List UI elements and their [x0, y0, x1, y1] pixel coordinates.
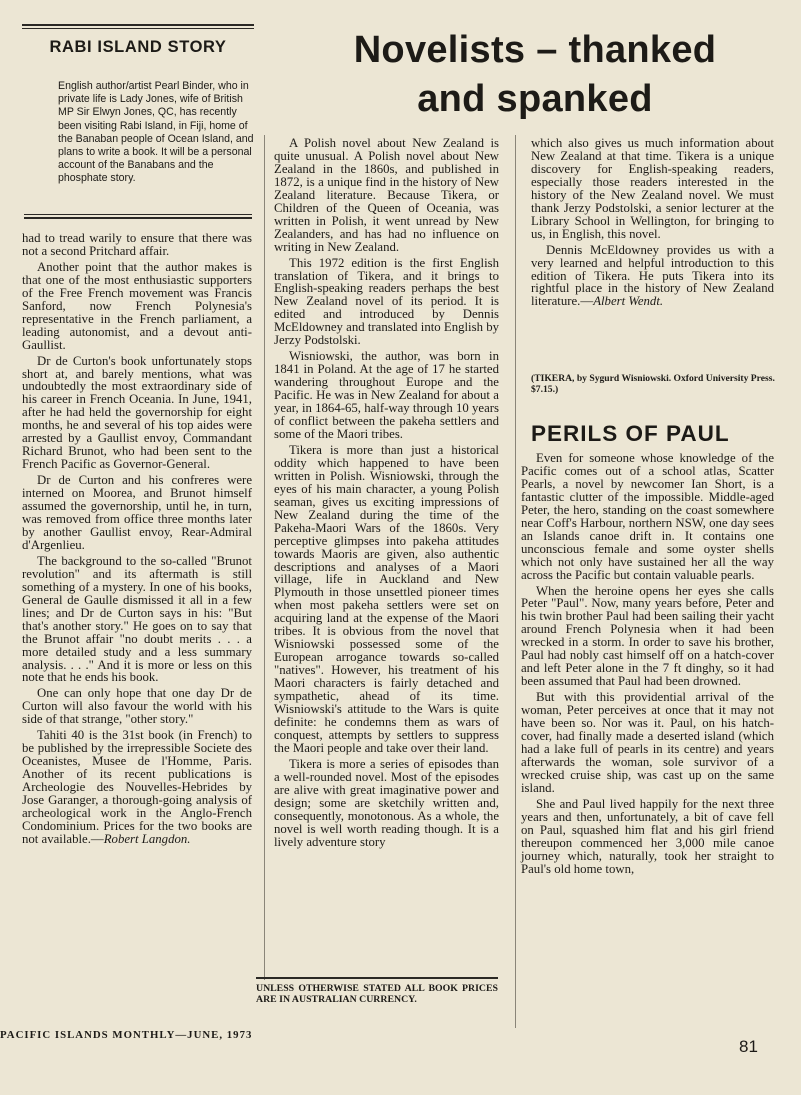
- review-paragraph: This 1972 edition is the first English translation of Tikera, and it brings to English-speaking readers perhaps the best New Zealand novel of its period. It is edited and introduced by Dennis McEldowney and translated into English by Jerzy Podstolski.: [274, 255, 499, 348]
- perils-article: [521, 452, 774, 876]
- review-paragraph: A Polish novel about New Zealand is quite unusual. A Polish novel about New Zealand in the 1860s, and published in 1872, is a unique find in the history of New Zealand literature. Because Tikera, or Children of the Queen of Oceania, was written in Polish, it went unread by New Zealanders, and has had no influence on writing in New Zealand.: [274, 136, 499, 254]
- author-byline: Robert Langdon.: [103, 831, 191, 846]
- right-column-review: [531, 137, 774, 308]
- box-bottom-rule-1: [24, 214, 252, 215]
- article-paragraph: The background to the so-called "Brunot revolution" and its aftermath is still something of a mystery. In one of his books, General de Gaulle dismissed it all in a few lines; and Dr de Curton says in his: "But that's another story." He goes on to say that the Brunot affair "no doubt merits . . . a more detailed study and a less summary analysis. . . ." And it is more or less on this note that he ends his book.: [22, 553, 252, 685]
- page-number: 81: [739, 1037, 758, 1056]
- article-paragraph: had to tread warily to ensure that there was not a second Pritchard affair.: [22, 231, 252, 258]
- review-paragraph-last: [531, 244, 774, 309]
- publication-footer: PACIFIC ISLANDS MONTHLY—JUNE, 1973: [0, 1029, 253, 1041]
- perils-paragraph: When the heroine opens her eyes she calls Peter "Paul". Now, many years before, Peter and his twin brother Paul had been sailing their yacht around French Polynesia when it had been wrecked in a storm. In order to save his brother, Paul had nobly cast himself off on a hatch-cover and left Peter alone in the 7 ft dinghy, so it had been assumed that Paul had been drowned.: [521, 583, 774, 689]
- currency-note-rule: [256, 977, 498, 979]
- review-paragraph: Wisniowski, the author, was born in 1841 in Poland. At the age of 17 he started wandering throughout Europe and the Pacific. He was in New Zealand for about a year, in 1864-65, half-way through 10 years of conflict between the pakeha settlers and some of the Maori tribes.: [274, 349, 499, 441]
- reviewer-byline: Albert Wendt.: [593, 294, 664, 309]
- article-paragraph: Dr de Curton's book unfortunately stops short at, and barely mentions, what was undoubtedly the most extraordinary side of his career in French Oceania. In June, 1941, after he had held the governorship for eight months, he and several of his top aides were arrested by a Gaullist envoy, Commandant Richard Brunot, who had been sent to the French Pacific as Governor-General.: [22, 353, 252, 472]
- book-source-note: (TIKERA, by Sygurd Wisniowski. Oxford University Press. $7.15.): [531, 373, 775, 395]
- column-divider-mid: [264, 135, 265, 980]
- headline-line-2: and spanked: [417, 78, 653, 120]
- article-paragraph-last: [22, 729, 252, 846]
- review-paragraph-text: Dennis McEldowney provides us with a very learned and helpful introduction to this edition of Tikera. He puts Tikera into its rightful place in the history of New Zealand literature.—: [531, 242, 774, 309]
- review-paragraph: Tikera is more a series of episodes than a well-rounded novel. Most of the episodes are alive with great imaginative power and design; some are sketchily written and, consequently, monotonous. As a whole, the novel is well worth reading though. It is a lively adventure story: [274, 756, 499, 849]
- perils-paragraph: But with this providential arrival of the woman, Peter perceives at once that it may not have been so. Nor was it. Paul, on his hatch-cover, had finally made a deserted island (which had a lake full of pearls in its centre) and years afterwards the woman, sole survivor of a wrecked cruise ship, was cast up on the same island.: [521, 690, 774, 795]
- headline-line-1: Novelists – thanked: [353, 29, 717, 71]
- perils-paragraph: She and Paul lived happily for the next three years and then, unfortunately, a bit of cave fell on Paul, squashed him flat and his girl friend thereupon commenced her 3,000 mile canoe journey which, naturally, took her straight to Paul's old home town,: [521, 796, 774, 876]
- article-paragraph: Dr de Curton and his confreres were interned on Moorea, and Brunot himself assumed the governorship, until he, in turn, was removed from office three months later by another Gaullist envoy, Rear-Admiral d'Argenlieu.: [22, 473, 252, 552]
- article-paragraph-text: Tahiti 40 is the 31st book (in French) to be published by the irrepressible Societe des Oceanistes, Musee de l'Homme, Paris. Another of its recent publications is Archeologie des Nouvelles-Hebrides by Jose Garanger, a thorough-going analysis of archeological work in the Anglo-French Condominium. Prices for the two books are not available.—: [22, 728, 252, 846]
- rabi-island-intro: English author/artist Pearl Binder, who in private life is Lady Jones, wife of British MP Sir Elwyn Jones, QC, has recently been visiting Rabi Island, in Fiji, home of the Banaban people of Ocean Island, and plans to write a book. It will be a personal account of the Banabans and the phosphate story.: [58, 80, 254, 185]
- rabi-island-title: RABI ISLAND STORY: [49, 38, 227, 56]
- article-paragraph: Another point that the author makes is that one of the most enthusiastic supporters of the Free French movement was Francis Sanford, now French Polynesia's representative in the French parliament, a leading autonomist, and a devout anti-Gaullist.: [22, 259, 252, 352]
- column-divider-right: [515, 135, 516, 1028]
- top-rule-double-2: [22, 28, 254, 29]
- main-headline: [270, 26, 800, 124]
- article-paragraph: One can only hope that one day Dr de Curton will also favour the world with his side of that strange, "other story.": [22, 686, 252, 727]
- review-paragraph: which also gives us much information about New Zealand at that time. Tikera is a unique discovery for English-speaking readers, especially those readers interested in the history of the New Zealand novel. We must thank Jerzy Podstolski, a senior lecturer at the Library School in Wellington, for bringing to us, in English, this novel.: [531, 136, 774, 241]
- top-rule-double-1: [22, 24, 254, 26]
- perils-title: PERILS OF PAUL: [531, 421, 730, 446]
- perils-paragraph: Even for someone whose knowledge of the Pacific comes out of a school atlas, Scatter Pearls, a novel by newcomer Ian Short, is a fantastic clutter of the impossible. Middle-aged Peter, the hero, standing on the coast somewhere near Coff's Harbour, northern NSW, one day sees an Islands canoe drift in. It contains one unconscious female and some oyster shells which not only have sustained her all the way across the Pacific but contain valuable pearls.: [521, 451, 774, 582]
- box-bottom-rule-2: [24, 217, 252, 219]
- left-column-article: [22, 232, 252, 846]
- middle-column-review: [274, 137, 499, 848]
- review-paragraph: Tikera is more than just a historical oddity which happened to have been written in Polish. Wisniowski, through the eyes of his main character, a young Polish seaman, gives us exciting impressions of New Zealand during the time of the Pakeha-Maori Wars of the 1860s. Very perceptive glimpses into pakeha attitudes towards Maoris are given, also authentic descriptions and analyses of a Maori village, life in Auckland and New Plymouth in those unsettled pioneer times when most pakeha settlers were set on acquiring land at the expense of the Maori tribes. It is obvious from the novel that Wisniowski possessed some of the European arrogance towards so-called "natives". However, his treatment of his Maori characters is fairly detached and sympathetic, ahead of its time. Wisniowski's attitude to the Wars is quite definite: he condemns them as wars of conquest, attempts by settlers to suppress the Maori people and take over their land.: [274, 442, 499, 755]
- currency-note: UNLESS OTHERWISE STATED ALL BOOK PRICES ARE IN AUSTRALIAN CURRENCY.: [256, 983, 498, 1005]
